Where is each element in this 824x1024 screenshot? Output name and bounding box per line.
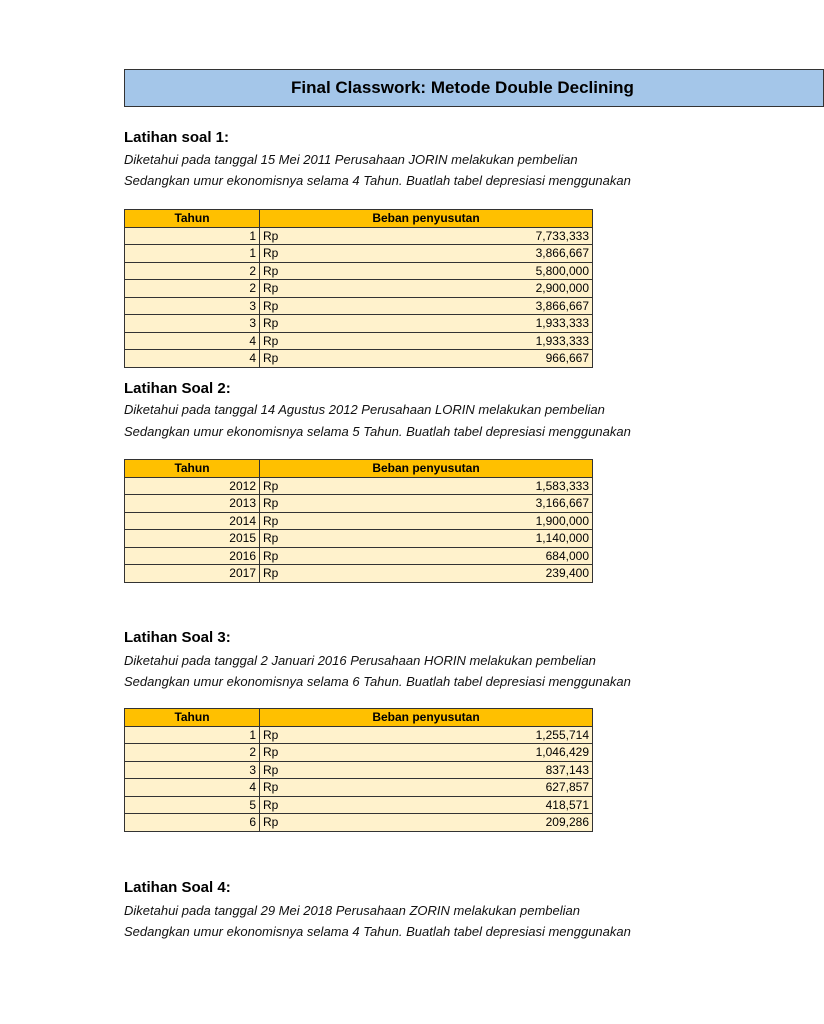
cell-amount[interactable]: 627,857 <box>426 779 593 797</box>
cell-currency[interactable]: Rp <box>260 744 427 762</box>
cell-amount[interactable]: 3,866,667 <box>426 245 593 263</box>
cell-currency[interactable]: Rp <box>260 726 427 744</box>
cell-amount[interactable]: 2,900,000 <box>426 280 593 298</box>
header-amount: Beban penyusutan <box>260 210 593 228</box>
cell-year[interactable]: 4 <box>125 350 260 368</box>
cell-amount[interactable]: 966,667 <box>426 350 593 368</box>
table-row <box>125 315 593 333</box>
table-row <box>125 297 593 315</box>
cell-year[interactable]: 1 <box>125 227 260 245</box>
table-row <box>125 779 593 797</box>
cell-currency[interactable]: Rp <box>260 547 427 565</box>
cell-amount[interactable]: 3,866,667 <box>426 297 593 315</box>
cell-currency[interactable]: Rp <box>260 779 427 797</box>
cell-year[interactable]: 6 <box>125 814 260 832</box>
cell-currency[interactable]: Rp <box>260 297 427 315</box>
section-1-line-1: Diketahui pada tanggal 15 Mei 2011 Perusahaan JORIN melakukan pembelian <box>124 152 578 167</box>
header-year: Tahun <box>125 210 260 228</box>
cell-amount[interactable]: 1,046,429 <box>426 744 593 762</box>
section-2-heading: Latihan Soal 2: <box>124 380 231 397</box>
section-1-line-2: Sedangkan umur ekonomisnya selama 4 Tahun. Buatlah tabel depresiasi menggunakan <box>124 173 631 188</box>
table-row <box>125 512 593 530</box>
cell-currency[interactable]: Rp <box>260 245 427 263</box>
section-4-line-1: Diketahui pada tanggal 29 Mei 2018 Perusahaan ZORIN melakukan pembelian <box>124 903 581 918</box>
cell-amount[interactable]: 1,900,000 <box>426 512 593 530</box>
cell-currency[interactable]: Rp <box>260 761 427 779</box>
header-year: Tahun <box>125 460 260 478</box>
cell-year[interactable]: 2014 <box>125 512 260 530</box>
cell-amount[interactable]: 1,140,000 <box>426 530 593 548</box>
table-row <box>125 530 593 548</box>
table-row <box>125 280 593 298</box>
cell-currency[interactable]: Rp <box>260 280 427 298</box>
cell-amount[interactable]: 7,733,333 <box>426 227 593 245</box>
cell-year[interactable]: 2013 <box>125 495 260 513</box>
section-3-line-2: Sedangkan umur ekonomisnya selama 6 Tahun. Buatlah tabel depresiasi menggunakan <box>124 674 631 689</box>
cell-year[interactable]: 3 <box>125 315 260 333</box>
cell-year[interactable]: 4 <box>125 779 260 797</box>
table-row <box>125 495 593 513</box>
cell-currency[interactable]: Rp <box>260 796 427 814</box>
table-row <box>125 814 593 832</box>
table-row <box>125 547 593 565</box>
cell-year[interactable]: 4 <box>125 332 260 350</box>
cell-year[interactable]: 2 <box>125 744 260 762</box>
cell-currency[interactable]: Rp <box>260 350 427 368</box>
table-row <box>125 350 593 368</box>
cell-currency[interactable]: Rp <box>260 495 427 513</box>
table-row <box>125 726 593 744</box>
section-4-line-2: Sedangkan umur ekonomisnya selama 4 Tahun. Buatlah tabel depresiasi menggunakan <box>124 924 631 939</box>
cell-currency[interactable]: Rp <box>260 565 427 583</box>
cell-currency[interactable]: Rp <box>260 814 427 832</box>
cell-currency[interactable]: Rp <box>260 227 427 245</box>
cell-year[interactable]: 1 <box>125 726 260 744</box>
cell-amount[interactable]: 1,583,333 <box>426 477 593 495</box>
table-row <box>125 477 593 495</box>
cell-amount[interactable]: 418,571 <box>426 796 593 814</box>
cell-amount[interactable]: 239,400 <box>426 565 593 583</box>
section-2-table <box>124 459 593 583</box>
cell-year[interactable]: 2015 <box>125 530 260 548</box>
table-row <box>125 565 593 583</box>
cell-year[interactable]: 2017 <box>125 565 260 583</box>
header-amount: Beban penyusutan <box>260 460 593 478</box>
page-title: Final Classwork: Metode Double Declining <box>291 78 634 97</box>
cell-amount[interactable]: 1,933,333 <box>426 332 593 350</box>
table-row <box>125 744 593 762</box>
cell-year[interactable]: 2 <box>125 262 260 280</box>
cell-currency[interactable]: Rp <box>260 262 427 280</box>
table-row <box>125 262 593 280</box>
cell-amount[interactable]: 3,166,667 <box>426 495 593 513</box>
cell-year[interactable]: 2016 <box>125 547 260 565</box>
section-2-line-2: Sedangkan umur ekonomisnya selama 5 Tahun. Buatlah tabel depresiasi menggunakan <box>124 424 631 439</box>
cell-amount[interactable]: 1,255,714 <box>426 726 593 744</box>
cell-amount[interactable]: 684,000 <box>426 547 593 565</box>
table-row <box>125 761 593 779</box>
table-row <box>125 796 593 814</box>
cell-year[interactable]: 3 <box>125 297 260 315</box>
cell-currency[interactable]: Rp <box>260 332 427 350</box>
section-4-heading: Latihan Soal 4: <box>124 879 231 896</box>
cell-amount[interactable]: 209,286 <box>426 814 593 832</box>
cell-year[interactable]: 2 <box>125 280 260 298</box>
section-2-line-1: Diketahui pada tanggal 14 Agustus 2012 Perusahaan LORIN melakukan pembelian <box>124 402 605 417</box>
cell-amount[interactable]: 1,933,333 <box>426 315 593 333</box>
header-year: Tahun <box>125 709 260 727</box>
section-3-line-1: Diketahui pada tanggal 2 Januari 2016 Perusahaan HORIN melakukan pembelian <box>124 653 596 668</box>
cell-amount[interactable]: 5,800,000 <box>426 262 593 280</box>
cell-year[interactable]: 1 <box>125 245 260 263</box>
table-row <box>125 332 593 350</box>
section-3-heading: Latihan Soal 3: <box>124 629 231 646</box>
section-1-table <box>124 209 593 368</box>
table-row <box>125 227 593 245</box>
cell-year[interactable]: 5 <box>125 796 260 814</box>
cell-currency[interactable]: Rp <box>260 315 427 333</box>
cell-currency[interactable]: Rp <box>260 530 427 548</box>
section-1-heading: Latihan soal 1: <box>124 129 230 146</box>
cell-currency[interactable]: Rp <box>260 512 427 530</box>
cell-year[interactable]: 3 <box>125 761 260 779</box>
cell-year[interactable]: 2012 <box>125 477 260 495</box>
cell-currency[interactable]: Rp <box>260 477 427 495</box>
section-3-table <box>124 708 593 832</box>
cell-amount[interactable]: 837,143 <box>426 761 593 779</box>
header-amount: Beban penyusutan <box>260 709 593 727</box>
title-bar <box>124 69 824 107</box>
table-row <box>125 245 593 263</box>
